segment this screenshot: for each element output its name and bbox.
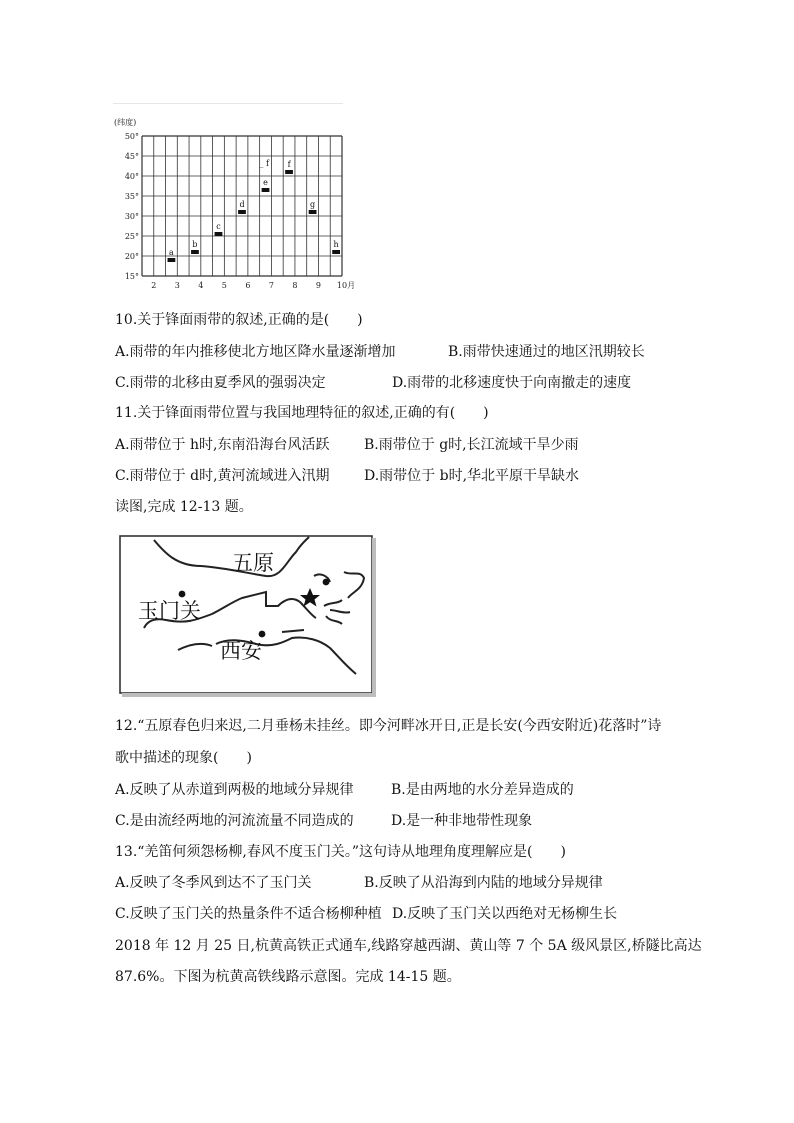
q12-stem-line1: 12.“五原春色归来迟,二月垂杨未挂丝。即今河畔冰开日,正是长安(今西安附近)花落时”诗: [115, 718, 662, 734]
rain-belt-bar-d: [238, 210, 246, 214]
q12-stem-line2: 歌中描述的现象( ): [115, 750, 252, 766]
wuyuan-dot: [323, 579, 330, 586]
rain-belt-bar-c: [215, 232, 223, 236]
y-tick-label: 20°: [124, 252, 139, 261]
y-tick-label: 45°: [124, 152, 139, 161]
rain-belt-bar-b: [191, 250, 199, 254]
x-tick-label: 10月: [336, 281, 356, 290]
rain-belt-label-e: e: [263, 178, 268, 187]
x-tick-label: 3: [174, 281, 180, 290]
y-tick-label: 35°: [124, 192, 139, 201]
chart-ylabel: (纬度): [114, 118, 137, 127]
xian-dot: [259, 631, 266, 638]
figure-top-rule: [113, 103, 343, 104]
y-tick-label: 40°: [124, 172, 139, 181]
rain-belt-bar-g: [309, 210, 317, 214]
x-tick-label: 9: [315, 281, 322, 290]
q11-option-c[interactable]: C.雨带位于 d时,黄河流域进入汛期: [115, 468, 330, 484]
rain-belt-chart: [110, 112, 356, 292]
y-tick-label: 15°: [124, 272, 139, 281]
q11-stem: 11.关于锋面雨带位置与我国地理特征的叙述,正确的有( ): [115, 405, 489, 421]
q13-option-c[interactable]: C.反映了玉门关的热量条件不适合杨柳种植: [115, 906, 382, 922]
q13-option-a[interactable]: A.反映了冬季风到达不了玉门关: [115, 875, 312, 891]
x-tick-label: 2: [151, 281, 157, 290]
rain-belt-bar-e: [262, 188, 270, 192]
china-map-figure: [116, 532, 378, 698]
y-tick-label: 50°: [124, 132, 139, 141]
rain-belt-bar-h: [332, 250, 340, 254]
rain-belt-label-b: b: [192, 240, 198, 249]
rain-belt-label-a: a: [169, 248, 174, 257]
q11-option-d[interactable]: D.雨带位于 b时,华北平原干旱缺水: [364, 468, 580, 484]
q13-option-d[interactable]: D.反映了玉门关以西绝对无杨柳生长: [392, 906, 618, 922]
rain-belt-label-c: c: [216, 222, 221, 231]
intro-14-15-line2: 87.6%。下图为杭黄高铁线路示意图。完成 14-15 题。: [115, 969, 461, 985]
q12-option-c[interactable]: C.是由流经两地的河流流量不同造成的: [115, 813, 354, 829]
q10-option-d[interactable]: D.雨带的北移速度快于向南撤走的速度: [392, 375, 632, 391]
yumenguan-dot: [179, 591, 186, 598]
q13-option-b[interactable]: B.反映了从沿海到内陆的地域分异规律: [364, 875, 603, 891]
y-tick-label: 30°: [124, 212, 139, 221]
y-tick-label: 25°: [124, 232, 139, 241]
rain-belt-label-d: d: [239, 200, 245, 209]
q10-option-c[interactable]: C.雨带的北移由夏季风的强弱决定: [115, 375, 326, 391]
x-tick-label: 8: [292, 281, 298, 290]
q12-option-a[interactable]: A.反映了从赤道到两极的地域分异规律: [115, 782, 354, 798]
rain-belt-annotation: _ f: [259, 159, 269, 168]
q10-option-a[interactable]: A.雨带的年内推移使北方地区降水量逐渐增加: [115, 344, 396, 360]
label-wuyuan: 五原: [232, 551, 274, 575]
q13-stem: 13.“羌笛何须怨杨柳,春风不度玉门关。”这句诗从地理角度理解应是( ): [115, 844, 566, 860]
chart-y-ticks: [125, 132, 139, 281]
label-xian: 西安: [220, 639, 262, 663]
q10-option-b[interactable]: B.雨带快速通过的地区汛期较长: [448, 344, 645, 360]
rain-belt-label-f: f: [287, 160, 291, 169]
q12-option-b[interactable]: B.是由两地的水分差异造成的: [391, 782, 574, 798]
q12-option-d[interactable]: D.是一种非地带性现象: [391, 813, 533, 829]
q11-option-a[interactable]: A.雨带位于 h时,东南沿海台风活跃: [115, 437, 330, 453]
rain-belt-label-g: g: [310, 200, 316, 209]
map-frame-shadow: [372, 538, 376, 695]
rain-belt-bar-f: [285, 170, 293, 174]
map-frame-shadow-bottom: [122, 693, 376, 697]
x-tick-label: 5: [221, 281, 227, 290]
intro-14-15-line1: 2018 年 12 月 25 日,杭黄高铁正式通车,线路穿越西湖、黄山等 7 个 5A 级风景区,桥隧比高达: [115, 938, 702, 954]
q10-stem: 10.关于锋面雨带的叙述,正确的是( ): [115, 312, 363, 328]
q11-option-b[interactable]: B.雨带位于 g时,长江流域干旱少雨: [364, 437, 579, 453]
x-tick-label: 6: [245, 281, 251, 290]
x-tick-label: 7: [268, 281, 274, 290]
rain-belt-bar-a: [168, 258, 176, 262]
label-yumenguan: 玉门关: [138, 599, 201, 623]
x-tick-label: 4: [198, 281, 204, 290]
intro-12-13: 读图,完成 12-13 题。: [115, 499, 253, 515]
chart-x-ticks: [151, 281, 355, 290]
rain-belt-label-h: h: [333, 240, 339, 249]
chart-marks: [168, 159, 340, 262]
